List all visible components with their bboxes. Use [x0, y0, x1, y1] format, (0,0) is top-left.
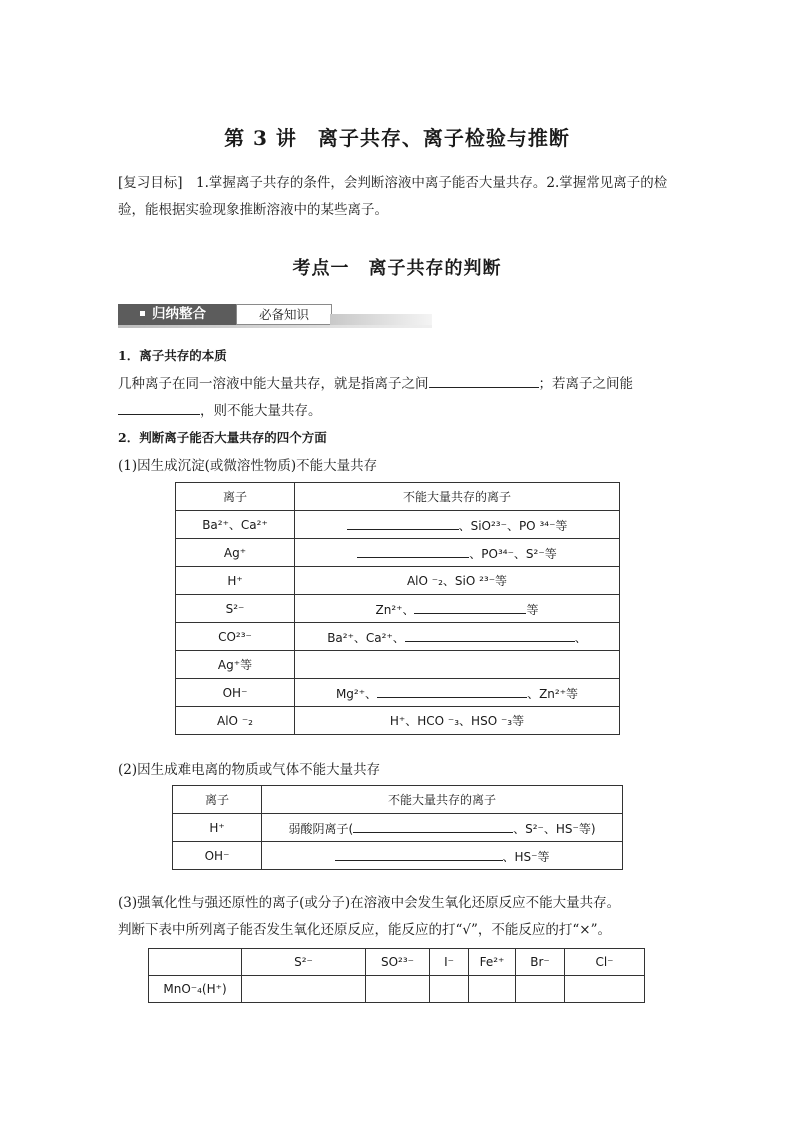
- table-row: [173, 842, 623, 870]
- table-row: [149, 949, 645, 976]
- ion-cell: OH⁻: [176, 679, 295, 707]
- table-header: Fe²⁺: [469, 949, 516, 976]
- ion-cell: S²⁻: [176, 595, 295, 623]
- weak-electrolyte-table: [172, 785, 623, 870]
- p1-text-a: 几种离子在同一溶液中能大量共存，就是指离子之间: [118, 376, 429, 392]
- review-goals: [复习目标] 1.掌握离子共存的条件，会判断溶液中离子能否大量共存。2.掌握常见离子的检验，能根据实验现象推断溶液中的某些离子。: [118, 175, 668, 218]
- banner-underline: [118, 325, 432, 328]
- ions-cell: [262, 842, 623, 870]
- answer-blank[interactable]: [353, 818, 513, 833]
- table-row: [173, 786, 623, 814]
- banner-main-label: 归纳整合: [152, 306, 206, 322]
- table-row: [176, 483, 620, 511]
- table-header: SO²³⁻: [366, 949, 430, 976]
- p1-text-c: ，则不能大量共存。: [200, 403, 322, 419]
- cell-text: Zn²⁺、: [375, 603, 415, 617]
- ion-cell: CO²³⁻: [176, 623, 295, 651]
- cell-text: 、SiO²³⁻、PO ³⁴⁻等: [458, 519, 568, 533]
- cell-text: 等: [526, 603, 539, 617]
- ions-cell: [295, 595, 620, 623]
- ions-cell: [295, 651, 620, 679]
- p1-text-b: ；若离子之间能: [538, 376, 633, 392]
- answer-cell[interactable]: [565, 976, 645, 1003]
- section-title: 考点一 离子共存的判断: [292, 258, 502, 279]
- table-row: [176, 623, 620, 651]
- answer-blank[interactable]: [377, 683, 527, 698]
- table-header: [149, 949, 242, 976]
- ion-cell: AlO ⁻₂: [176, 707, 295, 735]
- cell-text: Mg²⁺、: [335, 687, 378, 701]
- heading-1: 1．离子共存的本质: [118, 348, 227, 363]
- answer-cell[interactable]: [469, 976, 516, 1003]
- ion-cell: Ag⁺: [176, 539, 295, 567]
- ions-cell: [295, 679, 620, 707]
- cell-text: 、S²⁻、HS⁻等): [513, 822, 596, 836]
- square-icon: [140, 311, 145, 316]
- table-header: 离子: [173, 786, 262, 814]
- table-header: Cl⁻: [565, 949, 645, 976]
- table-row: [176, 707, 620, 735]
- banner-main: [118, 304, 236, 325]
- paragraph-1: [118, 371, 680, 425]
- ions-cell: [262, 814, 623, 842]
- answer-blank[interactable]: [414, 599, 526, 614]
- table-header: 不能大量共存的离子: [262, 786, 623, 814]
- table-row: [176, 651, 620, 679]
- answer-blank[interactable]: [335, 846, 503, 861]
- ion-cell: H⁺: [173, 814, 262, 842]
- table-row: [149, 976, 645, 1003]
- table-row: [173, 814, 623, 842]
- table-header: S²⁻: [242, 949, 366, 976]
- subheading-1: (1)因生成沉淀(或微溶性物质)不能大量共存: [118, 458, 378, 474]
- section-banner: [118, 304, 432, 326]
- answer-cell[interactable]: [242, 976, 366, 1003]
- redox-table: [148, 948, 645, 1003]
- answer-blank[interactable]: [347, 515, 459, 530]
- cell-text: Ba²⁺、Ca²⁺、: [327, 631, 405, 645]
- table-header: I⁻: [430, 949, 469, 976]
- heading-2: 2．判断离子能否大量共存的四个方面: [118, 430, 327, 445]
- ions-cell: [295, 539, 620, 567]
- ion-cell: MnO⁻₄(H⁺): [149, 976, 242, 1003]
- table-row: [176, 679, 620, 707]
- ion-cell: Ag⁺等: [176, 651, 295, 679]
- answer-cell[interactable]: [366, 976, 430, 1003]
- table-row: [176, 539, 620, 567]
- answer-blank[interactable]: [429, 373, 539, 388]
- table-row: [176, 595, 620, 623]
- banner-sub: 必备知识: [236, 304, 332, 325]
- subheading-2: (2)因生成难电离的物质或气体不能大量共存: [118, 762, 381, 778]
- answer-cell[interactable]: [516, 976, 565, 1003]
- table-header: 不能大量共存的离子: [295, 483, 620, 511]
- answer-blank[interactable]: [405, 627, 575, 642]
- ions-cell: H⁺、HCO ⁻₃、HSO ⁻₃等: [295, 707, 620, 735]
- ions-cell: AlO ⁻₂、SiO ²³⁻等: [295, 567, 620, 595]
- table-row: [176, 511, 620, 539]
- ions-cell: [295, 623, 620, 651]
- subheading-3: (3)强氧化性与强还原性的离子(或分子)在溶液中会发生氧化还原反应不能大量共存。: [118, 895, 621, 911]
- table-row: [176, 567, 620, 595]
- ion-cell: Ba²⁺、Ca²⁺: [176, 511, 295, 539]
- instruction-text: 判断下表中所列离子能否发生氧化还原反应，能反应的打“√”，不能反应的打“×”。: [118, 922, 612, 938]
- ion-cell: H⁺: [176, 567, 295, 595]
- cell-text: 弱酸阴离子(: [288, 822, 354, 836]
- cell-text: 、Zn²⁺等: [527, 687, 579, 701]
- answer-blank[interactable]: [118, 400, 200, 415]
- cell-text: 、HS⁻等: [502, 850, 550, 864]
- table-header: Br⁻: [516, 949, 565, 976]
- table-header: 离子: [176, 483, 295, 511]
- precipitate-table: [175, 482, 620, 735]
- page-title: 第 3 讲 离子共存、离子检验与推断: [224, 126, 570, 150]
- ion-cell: OH⁻: [173, 842, 262, 870]
- ions-cell: [295, 511, 620, 539]
- cell-text: 、: [574, 631, 587, 645]
- answer-blank[interactable]: [357, 543, 469, 558]
- cell-text: 、PO³⁴⁻、S²⁻等: [469, 547, 557, 561]
- answer-cell[interactable]: [430, 976, 469, 1003]
